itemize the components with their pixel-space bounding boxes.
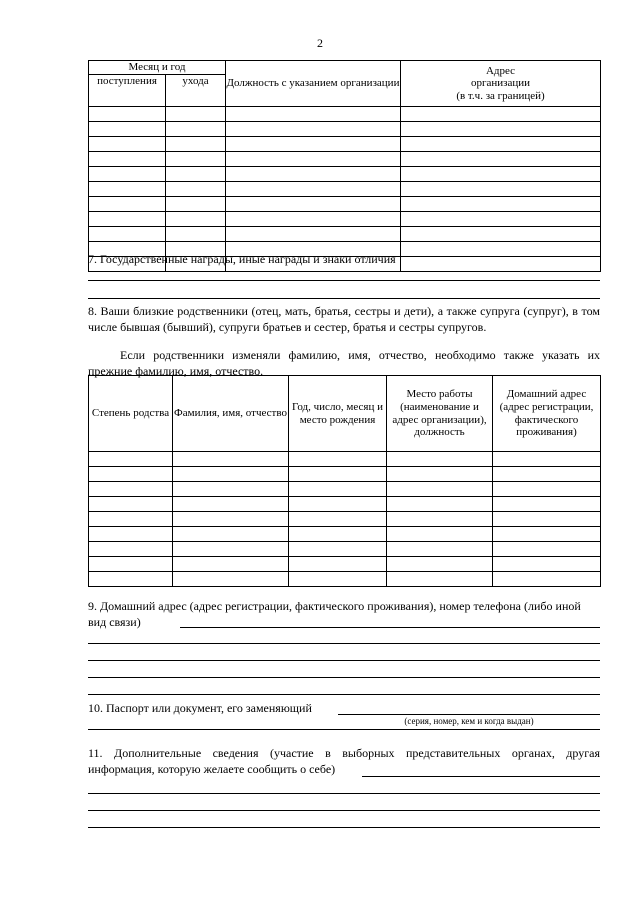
table-row	[89, 197, 601, 212]
passport-line[interactable]	[338, 714, 600, 715]
table-cell[interactable]	[289, 572, 387, 587]
table-cell[interactable]	[226, 182, 401, 197]
table-cell[interactable]	[401, 107, 601, 122]
table-cell[interactable]	[89, 572, 173, 587]
table-cell[interactable]	[89, 122, 166, 137]
table-cell[interactable]	[89, 452, 173, 467]
address-line[interactable]	[180, 627, 600, 628]
header-birth: Год, число, месяц и место рождения	[289, 376, 387, 452]
table-row	[89, 557, 601, 572]
table-cell[interactable]	[289, 467, 387, 482]
table-cell[interactable]	[166, 107, 226, 122]
table-row	[89, 137, 601, 152]
table-row	[89, 122, 601, 137]
table-cell[interactable]	[173, 542, 289, 557]
table-row	[89, 182, 601, 197]
table-cell[interactable]	[89, 167, 166, 182]
table-cell[interactable]	[289, 497, 387, 512]
table-row	[89, 212, 601, 227]
table-cell[interactable]	[493, 497, 601, 512]
awards-line[interactable]	[88, 298, 600, 299]
table-cell[interactable]	[173, 512, 289, 527]
table-cell[interactable]	[401, 197, 601, 212]
table-cell[interactable]	[89, 542, 173, 557]
table-cell[interactable]	[226, 167, 401, 182]
employment-table	[88, 60, 601, 272]
table-cell[interactable]	[89, 107, 166, 122]
passport-line[interactable]	[88, 729, 600, 730]
table-cell[interactable]	[289, 452, 387, 467]
table-cell[interactable]	[387, 527, 493, 542]
table-cell[interactable]	[89, 482, 173, 497]
table-cell[interactable]	[387, 467, 493, 482]
table-cell[interactable]	[387, 512, 493, 527]
additional-info-line[interactable]	[88, 810, 600, 811]
header-start: поступления	[89, 75, 166, 107]
header-address-line: (в т.ч. за границей)	[456, 89, 545, 102]
table-cell[interactable]	[387, 497, 493, 512]
table-cell[interactable]	[289, 557, 387, 572]
table-cell[interactable]	[166, 137, 226, 152]
table-cell[interactable]	[89, 212, 166, 227]
table-cell[interactable]	[89, 527, 173, 542]
awards-line[interactable]	[88, 280, 600, 281]
table-cell[interactable]	[89, 137, 166, 152]
header-workplace: Место работы (наименование и адрес организации), должность	[387, 376, 493, 452]
address-line[interactable]	[88, 643, 600, 644]
table-cell[interactable]	[289, 512, 387, 527]
table-row	[89, 107, 601, 122]
table-row	[89, 167, 601, 182]
table-cell[interactable]	[166, 212, 226, 227]
header-home-address: Домашний адрес (адрес регистрации, фактического проживания)	[493, 376, 601, 452]
section-8-paragraph: 8. Ваши близкие родственники (отец, мать, братья, сестры и дети), а также супруга (супруг), в том числе бывшая (бывший), супруги братьев и сестер, братья и сестры супругов.	[88, 304, 600, 334]
section-10-label: 10. Паспорт или документ, его заменяющий	[88, 701, 312, 715]
table-cell[interactable]	[226, 107, 401, 122]
additional-info-line[interactable]	[362, 776, 600, 777]
table-cell[interactable]	[89, 557, 173, 572]
table-cell[interactable]	[173, 482, 289, 497]
additional-info-line[interactable]	[88, 827, 600, 828]
table-cell[interactable]	[387, 572, 493, 587]
table-row	[89, 497, 601, 512]
table-cell[interactable]	[387, 542, 493, 557]
table-cell[interactable]	[493, 557, 601, 572]
address-line[interactable]	[88, 694, 600, 695]
header-kinship: Степень родства	[89, 376, 173, 452]
additional-info-line[interactable]	[88, 793, 600, 794]
table-cell[interactable]	[166, 152, 226, 167]
table-cell[interactable]	[387, 482, 493, 497]
table-cell[interactable]	[289, 482, 387, 497]
table-row	[89, 572, 601, 587]
header-end: ухода	[166, 75, 226, 107]
passport-hint: (серия, номер, кем и когда выдан)	[404, 716, 534, 726]
table-cell[interactable]	[173, 467, 289, 482]
table-cell[interactable]	[89, 227, 166, 242]
table-row	[89, 467, 601, 482]
header-position: Должность с указанием организации	[226, 61, 401, 107]
table-row	[89, 452, 601, 467]
table-row	[89, 227, 601, 242]
table-cell[interactable]	[401, 167, 601, 182]
section-9-label: 9. Домашний адрес (адрес регистрации, фактического проживания), номер телефона (либо иной вид связи)	[88, 599, 581, 629]
table-cell[interactable]	[493, 542, 601, 557]
table-cell[interactable]	[173, 452, 289, 467]
table-cell[interactable]	[166, 227, 226, 242]
table-cell[interactable]	[401, 212, 601, 227]
relatives-table	[88, 375, 601, 587]
table-row	[89, 542, 601, 557]
table-cell[interactable]	[493, 467, 601, 482]
table-cell[interactable]	[173, 527, 289, 542]
table-cell[interactable]	[493, 512, 601, 527]
table-cell[interactable]	[401, 152, 601, 167]
table-cell[interactable]	[493, 482, 601, 497]
header-address-line: организации	[470, 77, 531, 90]
table-cell[interactable]	[166, 167, 226, 182]
table-row	[89, 482, 601, 497]
table-cell[interactable]	[401, 182, 601, 197]
header-address-line: Адрес	[485, 64, 516, 77]
table-cell[interactable]	[387, 557, 493, 572]
table-cell[interactable]	[401, 137, 601, 152]
table-cell[interactable]	[401, 227, 601, 242]
table-cell[interactable]	[166, 197, 226, 212]
table-cell[interactable]	[226, 197, 401, 212]
table-row	[89, 152, 601, 167]
address-line[interactable]	[88, 677, 600, 678]
table-row	[89, 512, 601, 527]
section-11-label: 11. Дополнительные сведения (участие в выборных представительных органах, другая информация, которую желаете сообщить о себе)	[88, 746, 600, 776]
table-cell[interactable]	[226, 122, 401, 137]
table-cell[interactable]	[289, 527, 387, 542]
table-cell[interactable]	[173, 572, 289, 587]
table-cell[interactable]	[289, 542, 387, 557]
table-cell[interactable]	[493, 572, 601, 587]
table-cell[interactable]	[166, 122, 226, 137]
table-cell[interactable]	[173, 557, 289, 572]
table-cell[interactable]	[89, 497, 173, 512]
table-cell[interactable]	[226, 227, 401, 242]
table-cell[interactable]	[226, 152, 401, 167]
table-cell[interactable]	[226, 137, 401, 152]
header-full-name: Фамилия, имя, отчество	[173, 376, 289, 452]
table-cell[interactable]	[89, 152, 166, 167]
table-cell[interactable]	[166, 182, 226, 197]
table-cell[interactable]	[226, 212, 401, 227]
table-cell[interactable]	[173, 497, 289, 512]
table-cell[interactable]	[89, 467, 173, 482]
table-cell[interactable]	[89, 512, 173, 527]
header-address	[401, 61, 601, 107]
table-row	[89, 527, 601, 542]
table-cell[interactable]	[89, 182, 166, 197]
section-7-label: 7. Государственные награды, иные награды и знаки отличия	[88, 252, 396, 266]
table-cell[interactable]	[89, 197, 166, 212]
table-cell[interactable]	[493, 452, 601, 467]
table-cell[interactable]	[387, 452, 493, 467]
section-8-note: Если родственники изменяли фамилию, имя, отчество, необходимо также указать их прежние фамилию, имя, отчество.	[88, 348, 600, 378]
page-number: 2	[317, 36, 323, 50]
table-cell[interactable]	[493, 527, 601, 542]
header-month-year: Месяц и год	[89, 61, 226, 75]
table-cell[interactable]	[401, 122, 601, 137]
address-line[interactable]	[88, 660, 600, 661]
